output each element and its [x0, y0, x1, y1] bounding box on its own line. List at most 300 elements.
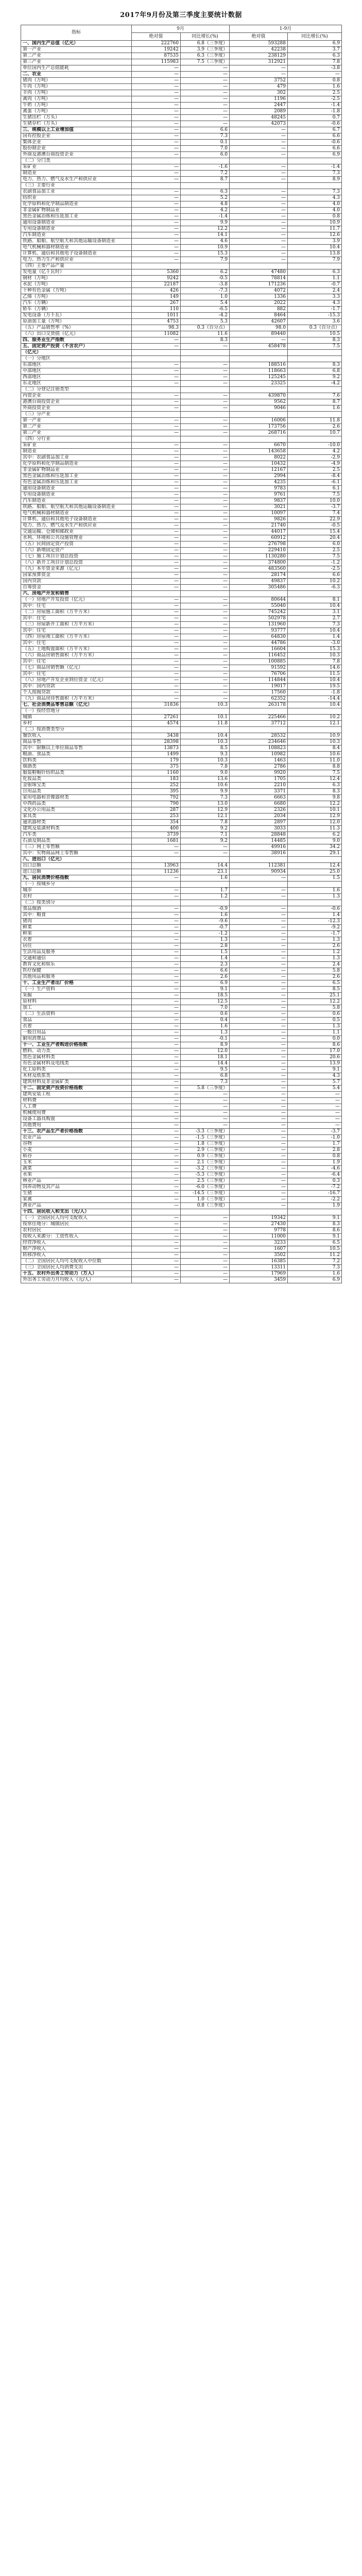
month-value-cell: — — [132, 597, 181, 603]
indicator-cell: 铁路、船舶、航空航天和其他运输设备制造业 — [21, 239, 132, 245]
document-title: 2017年9月份及第三季度主要统计数据 — [120, 11, 242, 19]
month-value-cell: — — [132, 987, 181, 993]
month-growth-cell: 10.3 — [181, 702, 230, 708]
indicator-cell: 十一、工业生产者购进价格指数 — [21, 1042, 132, 1048]
month-growth-cell: 12.0 — [181, 1048, 230, 1055]
month-growth-cell: 1.3 — [181, 937, 230, 943]
month-value-cell: — — [132, 208, 181, 214]
table-row — [21, 634, 342, 640]
month-growth-cell: — — [181, 647, 230, 653]
ytd-growth-cell: 8.3 — [288, 789, 342, 795]
ytd-growth-cell: 2.6 — [288, 424, 342, 430]
ytd-growth-cell: -4.9 — [288, 461, 342, 467]
ytd-growth-cell: 12.2 — [288, 801, 342, 807]
month-value-cell: 222760 — [132, 41, 181, 47]
ytd-growth-cell: -0.7 — [288, 282, 342, 288]
ytd-growth-cell — [288, 708, 342, 715]
indicator-cell: 生猪存栏（万头） — [21, 121, 132, 127]
ytd-growth-cell: 5.4 — [288, 1086, 342, 1092]
ytd-growth-cell: -15.3 — [288, 313, 342, 319]
table-row — [21, 1110, 342, 1116]
indicator-cell: 外出务工劳动力月均收入（元/人） — [21, 1277, 132, 1283]
month-value-cell: — — [132, 1147, 181, 1154]
ytd-growth-cell: 8.6 — [288, 1228, 342, 1234]
ytd-growth-cell: 0.6 — [288, 1011, 342, 1018]
month-value-cell: 149 — [132, 294, 181, 300]
ytd-growth-cell: 1.6 — [288, 1271, 342, 1277]
ytd-growth-cell: — — [288, 1123, 342, 1129]
ytd-value-cell: — — [230, 1172, 288, 1178]
month-growth-cell: 9.2 — [181, 838, 230, 844]
month-growth-cell: — — [181, 362, 230, 368]
ytd-growth-cell: 1.3 — [288, 1024, 342, 1030]
indicator-cell: （八）房地产开发企业到位资金（亿元） — [21, 677, 132, 684]
month-growth-cell: 2.5（三季度） — [181, 1178, 230, 1184]
ytd-growth-cell — [288, 591, 342, 597]
month-growth-cell: 6.8 — [181, 1073, 230, 1079]
month-growth-cell: — — [181, 548, 230, 554]
indicator-cell: 家禽 — [21, 1197, 132, 1203]
table-row — [21, 739, 342, 745]
table-row — [21, 387, 342, 393]
ytd-value-cell: 234646 — [230, 739, 288, 745]
month-growth-cell: — — [181, 78, 230, 84]
indicator-cell: （六）新增固定资产 — [21, 548, 132, 554]
ytd-value-cell: 98.0 — [230, 325, 288, 331]
table-row — [21, 1036, 342, 1042]
month-growth-cell — [181, 857, 230, 863]
month-header: 9月 — [132, 25, 230, 33]
indicator-cell: 计算机、通信和其他电子设备制造业 — [21, 251, 132, 257]
table-row — [21, 1042, 342, 1048]
indicator-cell: 建筑及装潢材料类 — [21, 826, 132, 832]
ytd-growth-cell: 11.0 — [288, 758, 342, 764]
table-row — [21, 257, 342, 263]
ytd-growth-cell: -10.0 — [288, 443, 342, 449]
month-growth-cell: -6.0（三季度） — [181, 1184, 230, 1191]
month-value-cell: — — [132, 1129, 181, 1135]
indicator-cell: 其中：粮食 — [21, 912, 132, 919]
month-growth-cell: — — [181, 529, 230, 535]
table-row — [21, 671, 342, 677]
ytd-value-cell: — — [230, 1160, 288, 1166]
month-value-cell: — — [132, 925, 181, 931]
table-row — [21, 894, 342, 900]
month-value-cell: — — [132, 572, 181, 579]
indicator-cell: （二）分登记注册类型 — [21, 387, 132, 393]
statistics-table — [21, 25, 342, 1283]
month-value-cell: 4574 — [132, 721, 181, 727]
month-value-cell: — — [132, 486, 181, 492]
ytd-growth-cell: 0.8 — [288, 78, 342, 84]
month-value-cell: 13873 — [132, 745, 181, 752]
month-value-cell: 179 — [132, 758, 181, 764]
month-growth-cell: — — [181, 399, 230, 405]
indicator-cell: 建筑材料及非金属矿类 — [21, 1079, 132, 1086]
month-value-cell: — — [132, 684, 181, 690]
month-value-cell — [132, 1209, 181, 1215]
month-value-cell: 1011 — [132, 313, 181, 319]
ytd-value-cell: — — [230, 1067, 288, 1073]
table-row — [21, 733, 342, 739]
month-growth-cell: 3.9（三季度） — [181, 47, 230, 53]
month-value-cell: 115983 — [132, 59, 181, 65]
table-row — [21, 171, 342, 177]
ytd-growth-cell: 1.6 — [288, 405, 342, 412]
table-row — [21, 1191, 342, 1197]
month-value-cell: — — [132, 1228, 181, 1234]
indicator-cell: 经营净收入 — [21, 1240, 132, 1246]
ytd-value-cell: 108823 — [230, 745, 288, 752]
ytd-growth-cell: 7.5 — [288, 770, 342, 776]
ytd-growth-cell: 8.4 — [288, 745, 342, 752]
month-value-cell: — — [132, 1172, 181, 1178]
month-growth-cell: 7.3 — [181, 795, 230, 801]
table-row — [21, 597, 342, 603]
table-row — [21, 541, 342, 548]
month-growth-cell: — — [181, 665, 230, 671]
month-value-cell: 4753 — [132, 319, 181, 325]
table-row — [21, 993, 342, 999]
ytd-value-cell: — — [230, 239, 288, 245]
ytd-growth-cell: 7.5 — [288, 344, 342, 350]
month-growth-cell: 6.3 — [181, 189, 230, 195]
table-row — [21, 109, 342, 115]
month-growth-cell: — — [181, 90, 230, 96]
indicator-cell: 烟酒类 — [21, 764, 132, 770]
indicator-cell: 饮料类 — [21, 758, 132, 764]
ytd-value-cell: 16006 — [230, 418, 288, 424]
table-row — [21, 362, 342, 368]
indicator-cell: 钢材（万吨） — [21, 276, 132, 282]
month-growth-cell: -14.5（三季度） — [181, 1191, 230, 1197]
table-row — [21, 906, 342, 912]
month-value-cell: — — [132, 566, 181, 572]
ytd-growth-header: 同比增长(%) — [288, 33, 342, 41]
month-value-cell: — — [132, 245, 181, 251]
indicator-cell: 小麦 — [21, 1147, 132, 1154]
indicator-cell: 四、服务业生产指数 — [21, 337, 132, 344]
month-growth-cell: -3.8 — [181, 282, 230, 288]
month-value-cell: — — [132, 467, 181, 473]
month-value-cell: 110 — [132, 307, 181, 313]
indicator-cell: 乙烯（万吨） — [21, 294, 132, 300]
indicator-cell: 电力、热力生产和供应业 — [21, 257, 132, 263]
table-row — [21, 455, 342, 461]
ytd-growth-cell: -1.4 — [288, 164, 342, 171]
ytd-value-cell: — — [230, 1092, 288, 1098]
month-growth-header: 同比增长(%) — [181, 33, 230, 41]
table-row — [21, 622, 342, 628]
ytd-growth-cell: 22.9 — [288, 517, 342, 523]
month-value-cell: 31836 — [132, 702, 181, 708]
month-growth-cell: 0.1 — [181, 140, 230, 146]
ytd-value-cell: 16385 — [230, 1259, 288, 1265]
ytd-value-cell: — — [230, 1197, 288, 1203]
ytd-growth-cell: 0.8 — [288, 214, 342, 220]
ytd-growth-cell: 2.5 — [288, 467, 342, 473]
month-growth-cell: — — [181, 480, 230, 486]
month-growth-cell: 5.2 — [181, 195, 230, 201]
ytd-growth-cell: -14.4 — [288, 696, 342, 702]
indicator-cell: 材料费 — [21, 1098, 132, 1104]
table-row — [21, 770, 342, 776]
month-value-cell: — — [132, 344, 181, 350]
table-row — [21, 1079, 342, 1086]
month-growth-cell: 4.8 — [181, 201, 230, 208]
month-value-cell: 11082 — [132, 331, 181, 337]
ytd-growth-cell — [288, 412, 342, 418]
ytd-value-cell: 593288 — [230, 41, 288, 47]
ytd-value-cell: 302 — [230, 90, 288, 96]
ytd-growth-cell: 6.2 — [288, 832, 342, 838]
ytd-value-cell: 55040 — [230, 603, 288, 609]
ytd-growth-cell: -1.8 — [288, 690, 342, 696]
month-growth-cell: 9.2 — [181, 826, 230, 832]
indicator-cell: 通用设备制造业 — [21, 220, 132, 226]
month-value-cell: 3438 — [132, 733, 181, 739]
month-growth-cell: — — [181, 560, 230, 566]
table-row — [21, 1252, 342, 1259]
ytd-value-cell: — — [230, 164, 288, 171]
table-row — [21, 41, 342, 47]
indicator-cell: 医疗保健 — [21, 968, 132, 974]
month-value-cell: — — [132, 90, 181, 96]
ytd-growth-cell: 10.1 — [288, 807, 342, 814]
ytd-value-cell: — — [230, 999, 288, 1005]
ytd-value-cell: 100885 — [230, 659, 288, 665]
ytd-growth-cell: 7.3 — [288, 171, 342, 177]
month-growth-cell: 11.8 — [181, 721, 230, 727]
ytd-value-cell: — — [230, 937, 288, 943]
ytd-growth-cell: 1.5 — [288, 875, 342, 882]
table-row — [21, 1024, 342, 1030]
indicator-cell: 转移净收入 — [21, 1252, 132, 1259]
month-value-cell: — — [132, 1123, 181, 1129]
month-value-cell — [132, 263, 181, 269]
table-row — [21, 1073, 342, 1079]
indicator-cell: 汽车类 — [21, 832, 132, 838]
indicator-cell: 东部地区 — [21, 362, 132, 368]
month-value-cell: — — [132, 1061, 181, 1067]
month-growth-cell: 18.5 — [181, 993, 230, 999]
ytd-value-cell: 60912 — [230, 535, 288, 541]
month-value-cell: — — [132, 1184, 181, 1191]
indicator-cell: 城市 — [21, 888, 132, 894]
ytd-value-cell: — — [230, 1079, 288, 1086]
ytd-value-cell: — — [230, 1184, 288, 1191]
ytd-value-cell: 238129 — [230, 53, 288, 59]
table-row — [21, 498, 342, 504]
month-growth-cell: 1.3 — [181, 1030, 230, 1036]
table-row — [21, 418, 342, 424]
indicator-cell: （四）房屋竣工面积（万平方米） — [21, 634, 132, 640]
table-row — [21, 337, 342, 344]
ytd-value-cell: 118663 — [230, 368, 288, 375]
indicator-cell: 按常住地分：城镇居民 — [21, 1222, 132, 1228]
ytd-growth-cell: 10.4 — [288, 603, 342, 609]
ytd-growth-cell: 9.0 — [288, 838, 342, 844]
month-value-cell: — — [132, 239, 181, 245]
month-value-cell: — — [132, 535, 181, 541]
ytd-value-cell: 173756 — [230, 424, 288, 430]
ytd-growth-cell: 1.9 — [288, 1203, 342, 1209]
ytd-value-cell: 21740 — [230, 523, 288, 529]
ytd-growth-cell: 10.4 — [288, 245, 342, 251]
table-row — [21, 511, 342, 517]
month-value-cell: — — [132, 1042, 181, 1048]
month-value-cell — [132, 387, 181, 393]
table-row — [21, 1030, 342, 1036]
table-row — [21, 752, 342, 758]
indicator-cell: （二）按消费类型分 — [21, 727, 132, 733]
ytd-growth-cell: 6.7 — [288, 127, 342, 133]
ytd-absolute-header: 绝对值 — [230, 33, 288, 41]
month-value-cell: 400 — [132, 826, 181, 832]
ytd-growth-cell: 7.9 — [288, 257, 342, 263]
indicator-cell: （五）民间固定资产投资 — [21, 541, 132, 548]
month-growth-cell: — — [181, 603, 230, 609]
ytd-growth-cell: -3.7 — [288, 504, 342, 511]
table-row — [21, 412, 342, 418]
month-growth-cell: -0.7 — [181, 925, 230, 931]
ytd-growth-cell: 10.0 — [288, 498, 342, 504]
month-growth-cell — [181, 350, 230, 356]
ytd-value-cell: — — [230, 257, 288, 263]
table-row — [21, 158, 342, 164]
ytd-growth-cell: -1.2 — [288, 560, 342, 566]
month-growth-cell: 7.9 — [181, 257, 230, 263]
ytd-value-cell: — — [230, 1018, 288, 1024]
month-value-cell — [132, 900, 181, 906]
indicator-cell: 服装鞋帽针纺织品类 — [21, 770, 132, 776]
month-value-cell — [132, 708, 181, 715]
table-row — [21, 375, 342, 381]
month-growth-cell: — — [181, 473, 230, 480]
table-row — [21, 1147, 342, 1154]
table-row — [21, 844, 342, 851]
month-growth-cell: -4.2 — [181, 313, 230, 319]
table-row — [21, 220, 342, 226]
indicator-cell: 中部地区 — [21, 368, 132, 375]
month-growth-cell: 11.6 — [181, 331, 230, 337]
month-growth-cell: — — [181, 1271, 230, 1277]
ytd-growth-cell: 4.0 — [288, 201, 342, 208]
table-row — [21, 690, 342, 696]
ytd-growth-cell: 0.8 — [288, 1154, 342, 1160]
month-value-cell: — — [132, 1055, 181, 1061]
month-growth-cell: 14.4 — [181, 1061, 230, 1067]
month-growth-cell: — — [181, 684, 230, 690]
ytd-value-cell: — — [230, 337, 288, 344]
month-value-cell: 792 — [132, 795, 181, 801]
ytd-value-cell: — — [230, 1061, 288, 1067]
month-growth-cell: -1.4 — [181, 214, 230, 220]
ytd-growth-cell: 6.3 — [288, 53, 342, 59]
month-growth-cell: 9.1 — [181, 987, 230, 993]
ytd-value-cell: 882 — [230, 307, 288, 313]
ytd-growth-cell: 25.0 — [288, 869, 342, 875]
month-growth-cell: 1.6 — [181, 1024, 230, 1030]
month-growth-cell — [181, 436, 230, 443]
indicator-cell: （一）全国居民人均可支配收入 — [21, 1215, 132, 1222]
ytd-value-cell: 114844 — [230, 677, 288, 684]
table-row — [21, 554, 342, 560]
indicator-cell: 渔业产品 — [21, 1203, 132, 1209]
indicator-cell: 其他用品和服务 — [21, 974, 132, 980]
ytd-value-cell: — — [230, 133, 288, 140]
ytd-growth-cell: 6.9 — [288, 1277, 342, 1283]
month-value-cell: 253 — [132, 814, 181, 820]
month-growth-cell: 1.8（三季度） — [181, 1141, 230, 1147]
month-growth-cell: — — [181, 498, 230, 504]
month-value-cell: — — [132, 362, 181, 368]
ytd-value-cell: 3021 — [230, 504, 288, 511]
ytd-growth-cell: -0.6 — [288, 121, 342, 127]
table-row — [21, 226, 342, 232]
ytd-growth-cell: 12.0 — [288, 820, 342, 826]
ytd-value-cell: — — [230, 65, 288, 72]
table-row — [21, 239, 342, 245]
table-row — [21, 875, 342, 882]
ytd-value-cell: — — [230, 1123, 288, 1129]
table-row — [21, 1160, 342, 1166]
ytd-value-cell: — — [230, 912, 288, 919]
indicator-cell: （八）新开工项目计划总投资 — [21, 560, 132, 566]
month-growth-cell: -1.6 — [181, 164, 230, 171]
ytd-value-cell: 3371 — [230, 789, 288, 795]
indicator-cell: 计算机、通信和其他电子设备制造业 — [21, 517, 132, 523]
ytd-growth-cell: -3.0 — [288, 640, 342, 647]
month-value-cell: 183 — [132, 776, 181, 783]
table-row — [21, 888, 342, 894]
indicator-cell: 专用设备制造业 — [21, 492, 132, 498]
month-value-cell: — — [132, 1271, 181, 1277]
ytd-value-cell: — — [230, 1147, 288, 1154]
indicator-cell: 粮油、食品类 — [21, 752, 132, 758]
month-growth-cell: — — [181, 1116, 230, 1123]
indicator-cell: 居住 — [21, 943, 132, 950]
ytd-growth-cell — [288, 158, 342, 164]
ytd-value-cell: — — [230, 226, 288, 232]
ytd-growth-cell: 1.2 — [288, 950, 342, 956]
ytd-growth-cell: 6.6 — [288, 146, 342, 152]
ytd-growth-cell: 6.9 — [288, 41, 342, 47]
indicator-cell: 五、固定资产投资（不含农户） — [21, 344, 132, 350]
table-row — [21, 857, 342, 863]
month-value-cell: — — [132, 201, 181, 208]
indicator-cell: 其中：住宅 — [21, 616, 132, 622]
table-row — [21, 307, 342, 313]
month-growth-cell: — — [181, 1110, 230, 1116]
table-row — [21, 189, 342, 195]
ytd-growth-cell: -2.9 — [288, 455, 342, 461]
indicator-cell: 交通运输、仓储和邮政业 — [21, 529, 132, 535]
month-growth-cell — [181, 591, 230, 597]
month-growth-cell: 1.6 — [181, 912, 230, 919]
month-growth-cell: -6.5 — [181, 307, 230, 313]
ytd-growth-cell: — — [288, 72, 342, 78]
month-growth-cell: — — [181, 443, 230, 449]
ytd-growth-cell: 6.1 — [288, 486, 342, 492]
month-value-cell: — — [132, 554, 181, 560]
month-value-cell: — — [132, 1073, 181, 1079]
ytd-value-cell: — — [230, 968, 288, 974]
month-value-cell: — — [132, 399, 181, 405]
indicator-cell: 衣着 — [21, 1024, 132, 1030]
table-row — [21, 177, 342, 183]
table-row — [21, 801, 342, 807]
